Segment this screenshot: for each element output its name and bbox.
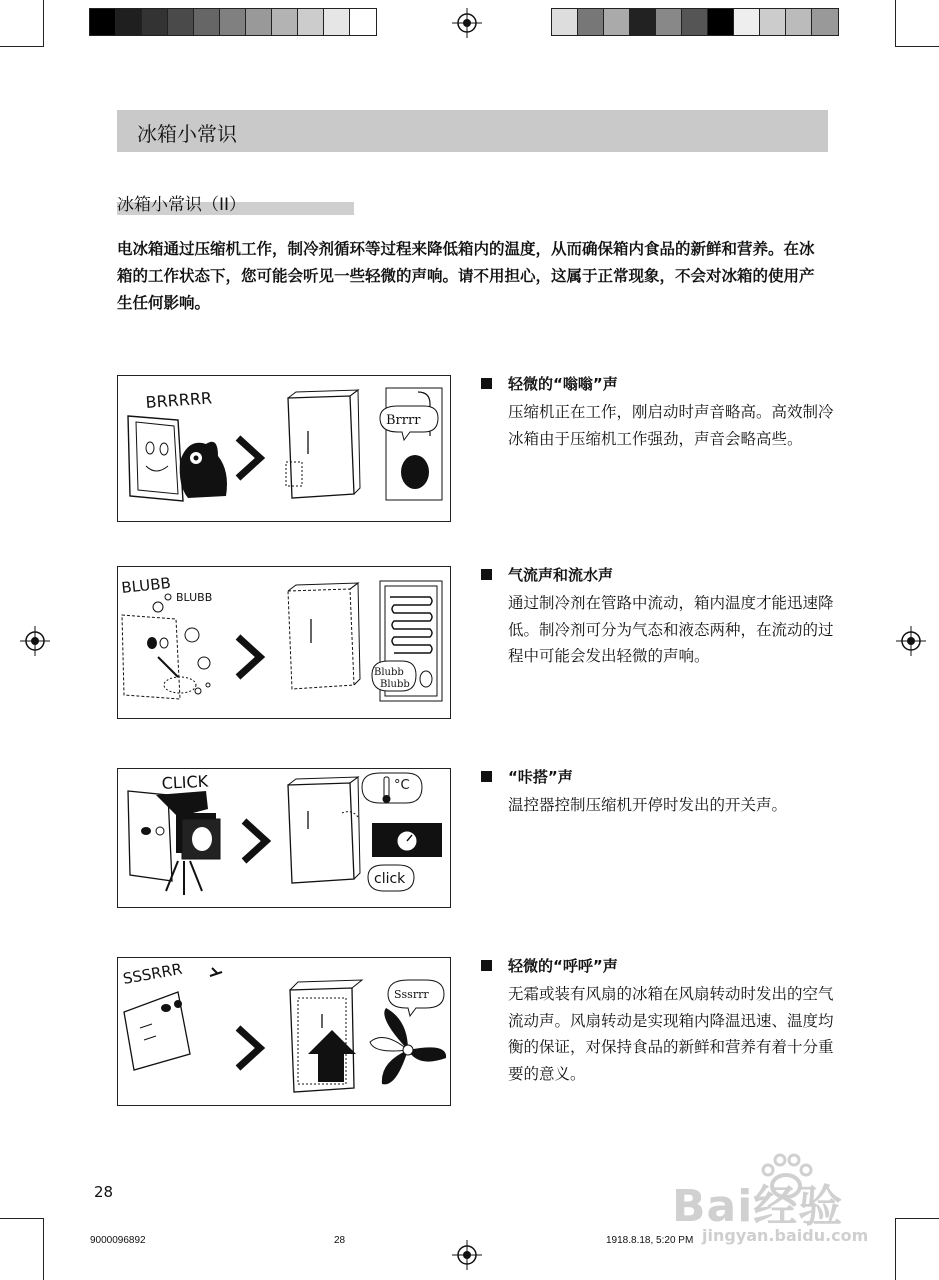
page-title: 冰箱小常识	[137, 122, 237, 146]
crop-mark	[43, 0, 44, 46]
sound-label: BLUBB	[120, 573, 172, 597]
sound-label: SSSRRR	[121, 959, 184, 988]
sound-item-heading	[481, 766, 841, 787]
footer-code: 9000096892	[90, 1235, 146, 1246]
registration-target-icon	[452, 8, 482, 38]
registration-bar-right	[551, 8, 839, 36]
bullet-square-icon	[481, 378, 492, 389]
registration-bar-left	[89, 8, 377, 36]
sound-item-flow	[481, 564, 841, 670]
speech-bubble-text: Blubb	[380, 679, 410, 690]
illustration-hum	[117, 375, 451, 522]
crop-mark	[895, 0, 896, 46]
sound-item-title: “咔搭”声	[508, 768, 573, 786]
sound-item-title: 轻微的“嗡嗡”声	[508, 375, 618, 393]
footer-date: 1918.8.18, 5:20 PM	[606, 1235, 694, 1246]
illustration-fan	[117, 957, 451, 1106]
sound-item-hum	[481, 373, 841, 452]
sound-item-title: 轻微的“呼呼”声	[508, 957, 618, 975]
illustration-click	[117, 768, 451, 908]
crop-mark	[43, 1218, 44, 1280]
sound-item-description: 无霜或装有风扇的冰箱在风扇转动时发出的空气流动声。风扇转动是实现箱内降温迅速、温度均衡的保证，对保持食品的新鲜和营养有着十分重要的意义。	[508, 985, 834, 1083]
page-number: 28	[94, 1183, 114, 1201]
header-band	[117, 110, 828, 152]
crop-mark	[0, 46, 44, 47]
speech-bubble-text: Blubb	[374, 667, 404, 678]
registration-target-icon	[20, 626, 50, 656]
intro-paragraph: 电冰箱通过压缩机工作，制冷剂循环等过程来降低箱内的温度，从而确保箱内食品的新鲜和营养。在冰箱的工作状态下，您可能会听见一些轻微的声响。请不用担心，这属于正常现象，不会对冰箱的使用产生任何影响。	[117, 240, 815, 312]
thermometer-unit: °C	[394, 778, 410, 793]
bullet-square-icon	[481, 960, 492, 971]
speech-bubble-text: Brrrr	[386, 413, 421, 428]
registration-target-icon	[896, 626, 926, 656]
bullet-square-icon	[481, 569, 492, 580]
speech-bubble-text: Sssrrr	[394, 988, 429, 1001]
sound-item-heading	[481, 955, 841, 976]
sound-label: CLICK	[161, 771, 209, 793]
sound-label: BRRRRR	[144, 388, 213, 412]
crop-mark	[0, 1218, 44, 1219]
sound-item-description: 温控器控制压缩机开停时发出的开关声。	[508, 796, 788, 814]
bullet-square-icon	[481, 771, 492, 782]
sound-item-fan	[481, 955, 841, 1087]
sound-item-heading	[481, 564, 841, 585]
sound-item-description: 压缩机正在工作，刚启动时声音略高。高效制冷冰箱由于压缩机工作强劲，声音会略高些。	[508, 403, 834, 448]
footer-page: 28	[334, 1235, 346, 1246]
illustration-flow	[117, 566, 451, 719]
crop-mark	[895, 46, 939, 47]
registration-target-icon	[452, 1240, 482, 1270]
speech-bubble-text: click	[374, 871, 406, 887]
sound-item-title: 气流声和流水声	[508, 566, 614, 584]
section-subtitle: 冰箱小常识（II）	[117, 195, 247, 215]
watermark-text: Bai经验	[672, 1181, 844, 1232]
sound-item-description: 通过制冷剂在管路中流动，箱内温度才能迅速降低。制冷剂可分为气态和液态两种，在流动的过程中可能会发出轻微的声响。	[508, 594, 834, 665]
watermark-url: jingyan.baidu.com	[702, 1226, 869, 1245]
sound-label-secondary: BLUBB	[176, 591, 213, 604]
sound-item-heading	[481, 373, 841, 394]
section-subtitle-wrap	[117, 190, 246, 215]
watermark	[672, 1160, 902, 1270]
sound-item-click	[481, 766, 841, 819]
